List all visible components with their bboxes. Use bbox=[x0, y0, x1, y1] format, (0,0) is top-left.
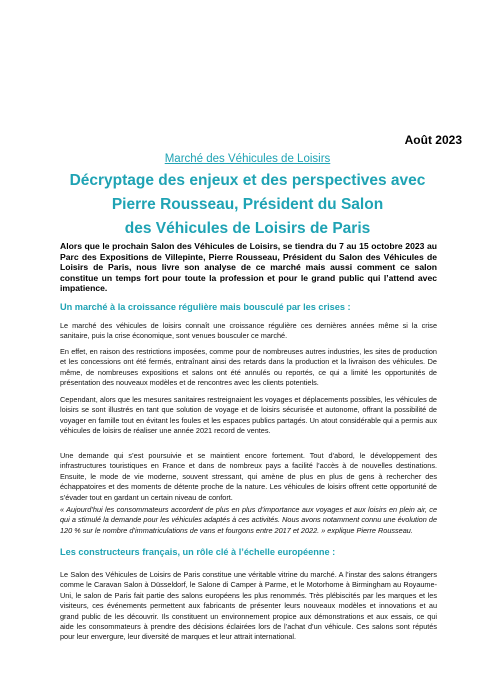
paragraph: Le marché des véhicules de loisirs connaît une croissance régulière ces dernières années même si la crise sanitaire, puis la crise économique, sont venues bousculer ce marché. bbox=[60, 321, 437, 341]
document-title-line-2: Pierre Rousseau, Président du Salon bbox=[111, 196, 384, 213]
document-title-line-1: Décryptage des enjeux et des perspectives avec bbox=[69, 172, 426, 189]
document-title-line-3: des Véhicules de Loisirs de Paris bbox=[124, 220, 371, 237]
lead-paragraph: Alors que le prochain Salon des Véhicules de Loisirs, se tiendra du 7 au 15 octobre 2023 au Parc des Expositions de Villepinte, Pierre Rousseau, Président du Salon des Véhicules de Loisirs de Paris, nous livre son analyse de ce marché mais aussi comment ce salon constitue un temps fort pour toute la profession et pour le grand public qui l’attend avec impatience. bbox=[60, 241, 437, 294]
paragraph: En effet, en raison des restrictions imposées, comme pour de nombreuses autres industries, les sites de production et les concessions ont été fermés, entraînant ainsi des retards dans la production et la livraison des véhicules. De même, de nombreuses expositions et salons ont été annulés ou reportés, ce qui a limité les opportunités de présentation des nouveaux modèles et de rencontres avec les clients potentiels. bbox=[60, 347, 437, 388]
section-heading-french-manufacturers: Les constructeurs français, un rôle clé à l’échelle européenne : bbox=[60, 547, 336, 557]
paragraph: Cependant, alors que les mesures sanitaires restreignaient les voyages et déplacements possibles, les véhicules de loisirs se sont illustrés en tant que solution de voyage et de loisirs sécurisée et autonome, offrant la possibilité de voyager en famille tout en évitant les foules et les espaces publics partagés. Un atout considérable qui a permis aux véhicules de loisirs de réaliser une année 2021 record de ventes. bbox=[60, 395, 437, 436]
document-date: Août 2023 bbox=[404, 133, 462, 147]
quote-paragraph: « Aujourd’hui les consommateurs accordent de plus en plus d’importance aux voyages et aux loisirs en plein air, ce qui a stimulé la demande pour les véhicules adaptés à ces activités. Nous avons notamment connu une évolution de 120 % sur le nombre d’immatriculations de vans et fourgons entre 2017 et 2022. » explique Pierre Rousseau. bbox=[60, 505, 437, 535]
paragraph: Le Salon des Véhicules de Loisirs de Paris constitue une véritable vitrine du marché. A l’instar des salons étrangers comme le Caravan Salon à Düsseldorf, le Salone di Camper à Parme, et le Motorhome à Birmingham au Royaume-Uni, le salon de Paris fait partie des salons européens les plus renommés. Très plébiscités par les marques et les visiteurs, ces événements permettent aux fabricants de présenter leurs nouveaux modèles et innovations et au grand public de les découvrir. Ils constituent un environnement propice aux démonstrations et aux essais, ce qui aide les consommateurs à prendre des décisions éclairées lors de l’achat d’un véhicule. Ces salons sont réputés pour leur envergure, leur diversité de marques et leur attrait international. bbox=[60, 570, 437, 642]
section-heading-market-growth: Un marché à la croissance régulière mais bousculé par les crises : bbox=[60, 302, 351, 312]
paragraph: Une demande qui s’est poursuivie et se maintient encore fortement. Tout d’abord, le développement des infrastructures touristiques en France et dans de nombreux pays a facilité l’accès à de nouvelles destinations. Ensuite, le mode de vie moderne, souvent stressant, qui amène de plus en plus de gens à rechercher des échappatoires et des moments de détente proche de la nature. Les véhicules de loisirs offrent cette opportunité de s’évader tout en gardant un certain niveau de confort. bbox=[60, 451, 437, 502]
document-kicker: Marché des Véhicules de Loisirs bbox=[164, 153, 331, 165]
